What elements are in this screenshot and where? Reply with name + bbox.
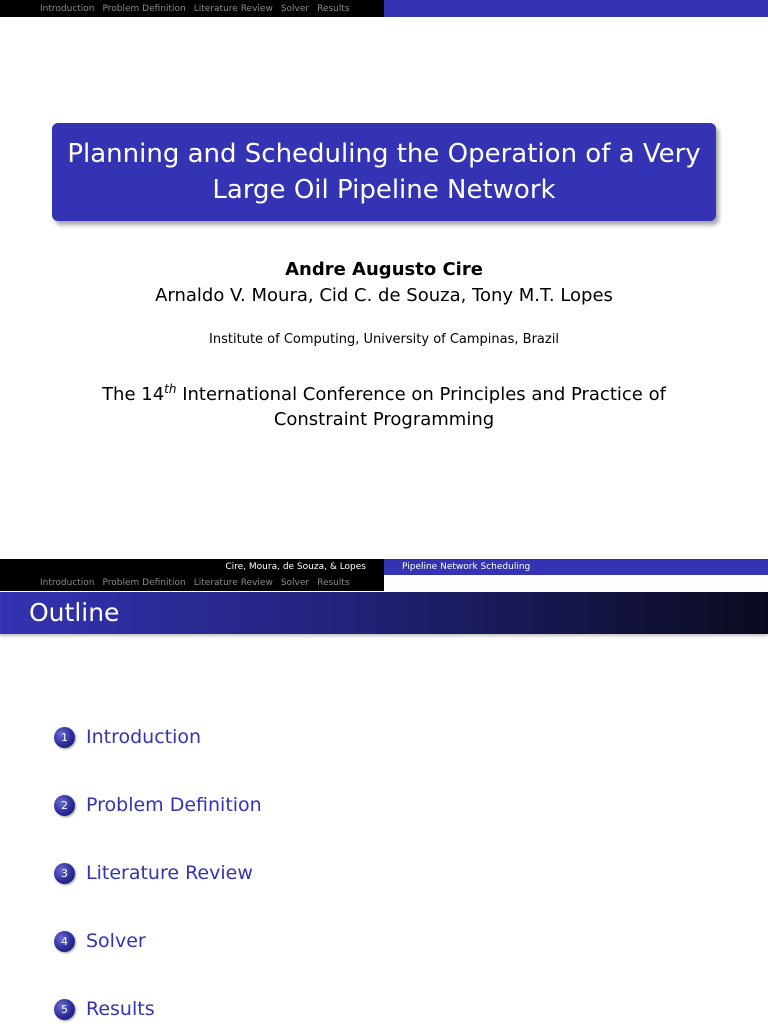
section-number-ball-icon: 1 [54, 727, 75, 748]
presenting-author: Andre Augusto Cire [285, 259, 483, 280]
nav-link-introduction[interactable]: Introduction [40, 578, 95, 588]
presentation-title-box [52, 123, 716, 221]
co-authors: Arnaldo V. Moura, Cid C. de Souza, Tony M.T. Lopes [155, 285, 613, 306]
footer-short-title: Pipeline Network Scheduling [384, 559, 768, 575]
section-number-ball-icon: 3 [54, 863, 75, 884]
nav-link-solver[interactable]: Solver [280, 3, 310, 14]
conference-line-2: Constraint Programming [273, 409, 495, 430]
outline-item[interactable] [54, 794, 262, 816]
nav-link-literature-review[interactable]: Literature Review [193, 578, 273, 588]
nav-link-literature-review[interactable]: Literature Review [193, 3, 273, 14]
nav-link-problem-definition[interactable]: Problem Definition [102, 578, 186, 588]
section-navigation-bar [0, 0, 768, 17]
conference-name [0, 382, 768, 432]
section-navigation-links-slide-2 [0, 575, 384, 591]
outline-item[interactable] [54, 998, 155, 1020]
frame-title: Outline [0, 592, 768, 634]
presentation-title-line-2: Large Oil Pipeline Network [212, 175, 556, 205]
outline-item-label[interactable]: Results [86, 998, 155, 1020]
section-number-ball-icon: 4 [54, 931, 75, 952]
nav-link-results[interactable]: Results [317, 3, 350, 14]
outline-item-label[interactable]: Literature Review [86, 862, 253, 884]
outline-item[interactable] [54, 726, 201, 748]
nav-link-results[interactable]: Results [317, 578, 350, 588]
section-number-ball-icon: 5 [54, 999, 75, 1020]
conference-ordinal-suffix: th [164, 382, 177, 396]
conference-prefix: The 14 [102, 384, 165, 405]
presentation-title-line-1: Planning and Scheduling the Operation of a Very [67, 139, 701, 169]
outline-item-label[interactable]: Solver [86, 930, 146, 952]
navigation-bar-blank [384, 575, 768, 591]
outline-item[interactable] [54, 930, 146, 952]
section-number-ball-icon: 2 [54, 795, 75, 816]
footer-authors: Cire, Moura, de Souza, & Lopes [0, 559, 384, 575]
outline-item-label[interactable]: Problem Definition [86, 794, 262, 816]
navigation-bar-accent [384, 0, 768, 17]
institute: Institute of Computing, University of Campinas, Brazil [209, 332, 559, 347]
slide-footer [0, 559, 768, 575]
nav-link-solver[interactable]: Solver [280, 578, 310, 588]
conference-line-1-rest: International Conference on Principles and Practice of [176, 384, 666, 405]
section-navigation-links [0, 0, 384, 17]
nav-link-introduction[interactable]: Introduction [40, 3, 95, 14]
outline-item[interactable] [54, 862, 253, 884]
nav-link-problem-definition[interactable]: Problem Definition [102, 3, 186, 14]
section-navigation-bar-slide-2 [0, 575, 768, 591]
outline-item-label[interactable]: Introduction [86, 726, 202, 748]
